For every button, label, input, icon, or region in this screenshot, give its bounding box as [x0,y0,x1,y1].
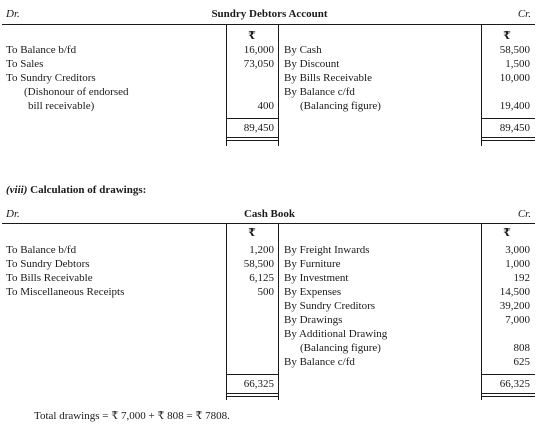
debtors-right-label: By Cash [284,44,322,56]
cashbook-right-amount: 3,000 [505,244,530,256]
cashbook-left-amount: 58,500 [243,258,274,270]
debtors-right-currency: ₹ [503,30,511,42]
debtors-left-label: (Dishonour of endorsed [24,86,129,98]
cashbook-right-total: 66,325 [499,378,530,390]
cashbook-right-amount: 1,000 [505,258,530,270]
debtors-left-total-rule [226,118,279,119]
cashbook-right-label: By Expenses [284,286,342,298]
cashbook-left-label: To Sundry Debtors [6,258,90,270]
debtors-right-total-rule [481,118,535,119]
cashbook-cr-label: Cr. [517,208,531,220]
debtors-left-double-rule [226,140,279,141]
cashbook-left-double-rule [226,396,279,397]
debtors-top-rule [2,24,535,25]
cashbook-left-label: To Miscellaneous Receipts [6,286,125,298]
debtors-right-amount: 10,000 [499,72,530,84]
cashbook-right-amount: 39,200 [499,300,530,312]
debtors-right-double-rule [481,140,535,141]
debtors-right-amount: 58,500 [499,44,530,56]
debtors-dr-label: Dr. [6,8,20,20]
debtors-right-double-rule [481,137,535,138]
debtors-right-label: By Bills Receivable [284,72,372,84]
cashbook-left-label: To Balance b/fd [6,244,77,256]
debtors-left-label: To Sales [6,58,44,70]
debtors-center-rule [278,24,279,146]
cashbook-right-amount: 7,000 [505,314,530,326]
debtors-left-total: 89,450 [243,122,274,134]
debtors-title: Sundry Debtors Account [211,8,328,20]
cashbook-right-label: By Additional Drawing [284,328,388,340]
cashbook-left-amount: 500 [257,286,274,298]
drawings-heading [6,184,146,197]
cashbook-left-amount: 6,125 [249,272,274,284]
debtors-right-label: By Balance c/fd [284,86,355,98]
cashbook-right-amount: 808 [513,342,530,354]
debtors-left-label: To Sundry Creditors [6,72,96,84]
cashbook-right-double-rule [481,396,535,397]
drawings-heading-number: (viii) [6,184,28,196]
cashbook-left-total-rule [226,374,279,375]
debtors-right-label: (Balancing figure) [300,100,381,112]
cashbook-right-amount: 625 [513,356,530,368]
cashbook-top-rule [2,223,535,224]
debtors-left-amount: 16,000 [243,44,274,56]
cashbook-left-double-rule [226,393,279,394]
debtors-cr-label: Cr. [517,8,531,20]
cashbook-right-amount: 192 [513,272,530,284]
cashbook-left-currency: ₹ [248,227,256,239]
debtors-left-double-rule [226,137,279,138]
debtors-right-amount: 19,400 [499,100,530,112]
debtors-left-label: bill receivable) [28,100,95,112]
cashbook-right-label: (Balancing figure) [300,342,381,354]
cashbook-right-label: By Balance c/fd [284,356,355,368]
debtors-right-total: 89,450 [499,122,530,134]
cashbook-right-double-rule [481,393,535,394]
cashbook-right-total-rule [481,374,535,375]
cashbook-right-label: By Freight Inwards [284,244,370,256]
cashbook-left-total: 66,325 [243,378,274,390]
debtors-left-amount: 73,050 [243,58,274,70]
debtors-left-label: To Balance b/fd [6,44,77,56]
cashbook-dr-label: Dr. [6,208,20,220]
drawings-heading-text: Calculation of drawings: [30,184,147,196]
cashbook-right-label: By Sundry Creditors [284,300,376,312]
debtors-left-currency: ₹ [248,30,256,42]
cashbook-right-label: By Drawings [284,314,343,326]
cashbook-left-amount: 1,200 [249,244,274,256]
cashbook-right-label: By Furniture [284,258,341,270]
debtors-right-label: By Discount [284,58,340,70]
total-drawings-text: Total drawings = ₹ 7,000 + ₹ 808 = ₹ 7808. [34,410,230,422]
cashbook-title: Cash Book [243,208,296,220]
debtors-left-amount: 400 [257,100,274,112]
cashbook-left-label: To Bills Receivable [6,272,93,284]
debtors-right-amount: 1,500 [505,58,530,70]
cashbook-right-amount: 14,500 [499,286,530,298]
cashbook-right-currency: ₹ [503,227,511,239]
cashbook-right-label: By Investment [284,272,349,284]
